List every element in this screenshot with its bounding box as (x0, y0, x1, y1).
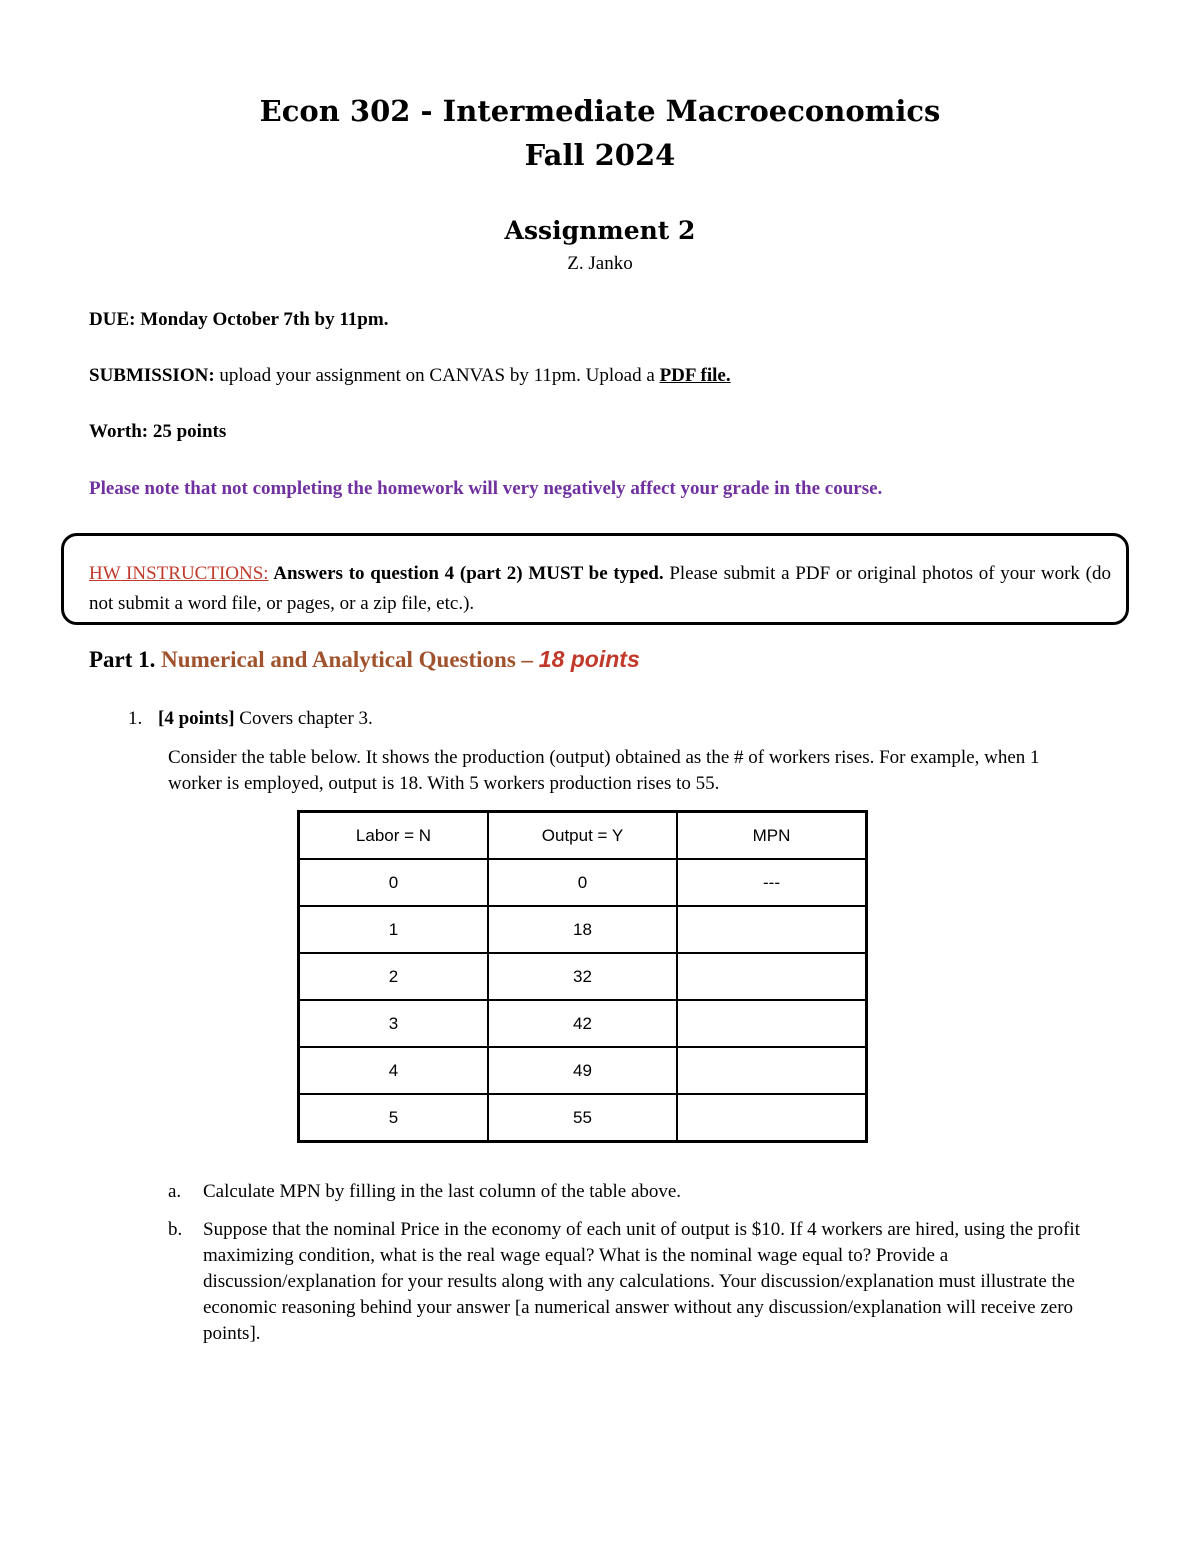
table-cell (677, 1000, 867, 1047)
question1-covers: Covers chapter 3. (234, 708, 373, 729)
submission-label: SUBMISSION: (89, 365, 215, 386)
instructions-body: Please submit a PDF or original photos of your work (do not submit a word file, or pages, or a zip file, etc.). (89, 563, 1111, 614)
submission-line (89, 365, 731, 387)
table-cell: 1 (299, 906, 489, 953)
table-header-cell: MPN (677, 812, 867, 860)
table-cell: 4 (299, 1047, 489, 1094)
table-row (299, 906, 867, 953)
table-cell: 0 (488, 859, 677, 906)
subquestion-b-letter: b. (168, 1219, 183, 1240)
table-cell: 32 (488, 953, 677, 1000)
production-table (297, 810, 868, 1143)
question1-intro: Consider the table below. It shows the production (output) obtained as the # of workers rises. For example, when 1 worker is employed, output is 18. With 5 workers production rises to 55. (168, 747, 1040, 794)
course-title: Econ 302 - Intermediate Macroeconomics (259, 94, 941, 128)
subquestion-a (168, 1179, 1118, 1205)
due-date: DUE: Monday October 7th by 11pm. (89, 309, 389, 330)
term-title: Fall 2024 (524, 138, 676, 172)
subquestion-a-text: Calculate MPN by filling in the last column of the table above. (203, 1181, 682, 1202)
worth-points: Worth: 25 points (89, 421, 227, 442)
table-header-cell: Output = Y (488, 812, 677, 860)
assignment-title: Assignment 2 (504, 216, 696, 245)
table-cell: 49 (488, 1047, 677, 1094)
completion-note: Please note that not completing the homework will very negatively affect your grade in the course. (89, 478, 883, 499)
subquestion-b (168, 1217, 1118, 1347)
table-row (299, 1000, 867, 1047)
table-row (299, 859, 867, 906)
table-cell: 55 (488, 1094, 677, 1142)
table-cell (677, 1047, 867, 1094)
table-cell: 42 (488, 1000, 677, 1047)
table-row (299, 953, 867, 1000)
table-cell: 2 (299, 953, 489, 1000)
subquestion-b-text: Suppose that the nominal Price in the economy of each unit of output is $10. If 4 workers are hired, using the profit maximizing condition, what is the real wage equal? What is the nominal wage equal to? Provide a discussion/explanation for your results along with any calculations. Your discussion/explanation must illustrate the economic reasoning behind your answer [a numerical answer without any discussion/explanation will receive zero points]. (203, 1219, 1080, 1344)
instructions-text (89, 559, 1111, 619)
table-cell: --- (677, 859, 867, 906)
pdf-file-link: PDF file. (659, 365, 731, 386)
question1-number: 1. (128, 708, 143, 729)
table-cell (677, 906, 867, 953)
table-cell: 0 (299, 859, 489, 906)
table-header-row (299, 812, 867, 860)
submission-text: upload your assignment on CANVAS by 11pm. Upload a (214, 365, 660, 386)
part1-heading (89, 646, 640, 673)
part1-label: Part 1. (89, 647, 156, 672)
table-header-cell: Labor = N (299, 812, 489, 860)
table-cell: 3 (299, 1000, 489, 1047)
author-name: Z. Janko (567, 253, 633, 274)
table-row (299, 1094, 867, 1142)
table-row (299, 1047, 867, 1094)
question1-points: [4 points] (158, 708, 235, 729)
question1-heading (128, 708, 373, 730)
part1-title: Numerical and Analytical Questions – (155, 647, 539, 672)
table-cell (677, 953, 867, 1000)
part1-points: 18 points (538, 646, 640, 672)
instructions-bold: Answers to question 4 (part 2) MUST be typed. (268, 563, 664, 584)
instructions-label: HW INSTRUCTIONS: (89, 563, 269, 584)
subquestion-a-letter: a. (168, 1181, 182, 1202)
table-cell: 5 (299, 1094, 489, 1142)
table-cell (677, 1094, 867, 1142)
table-cell: 18 (488, 906, 677, 953)
